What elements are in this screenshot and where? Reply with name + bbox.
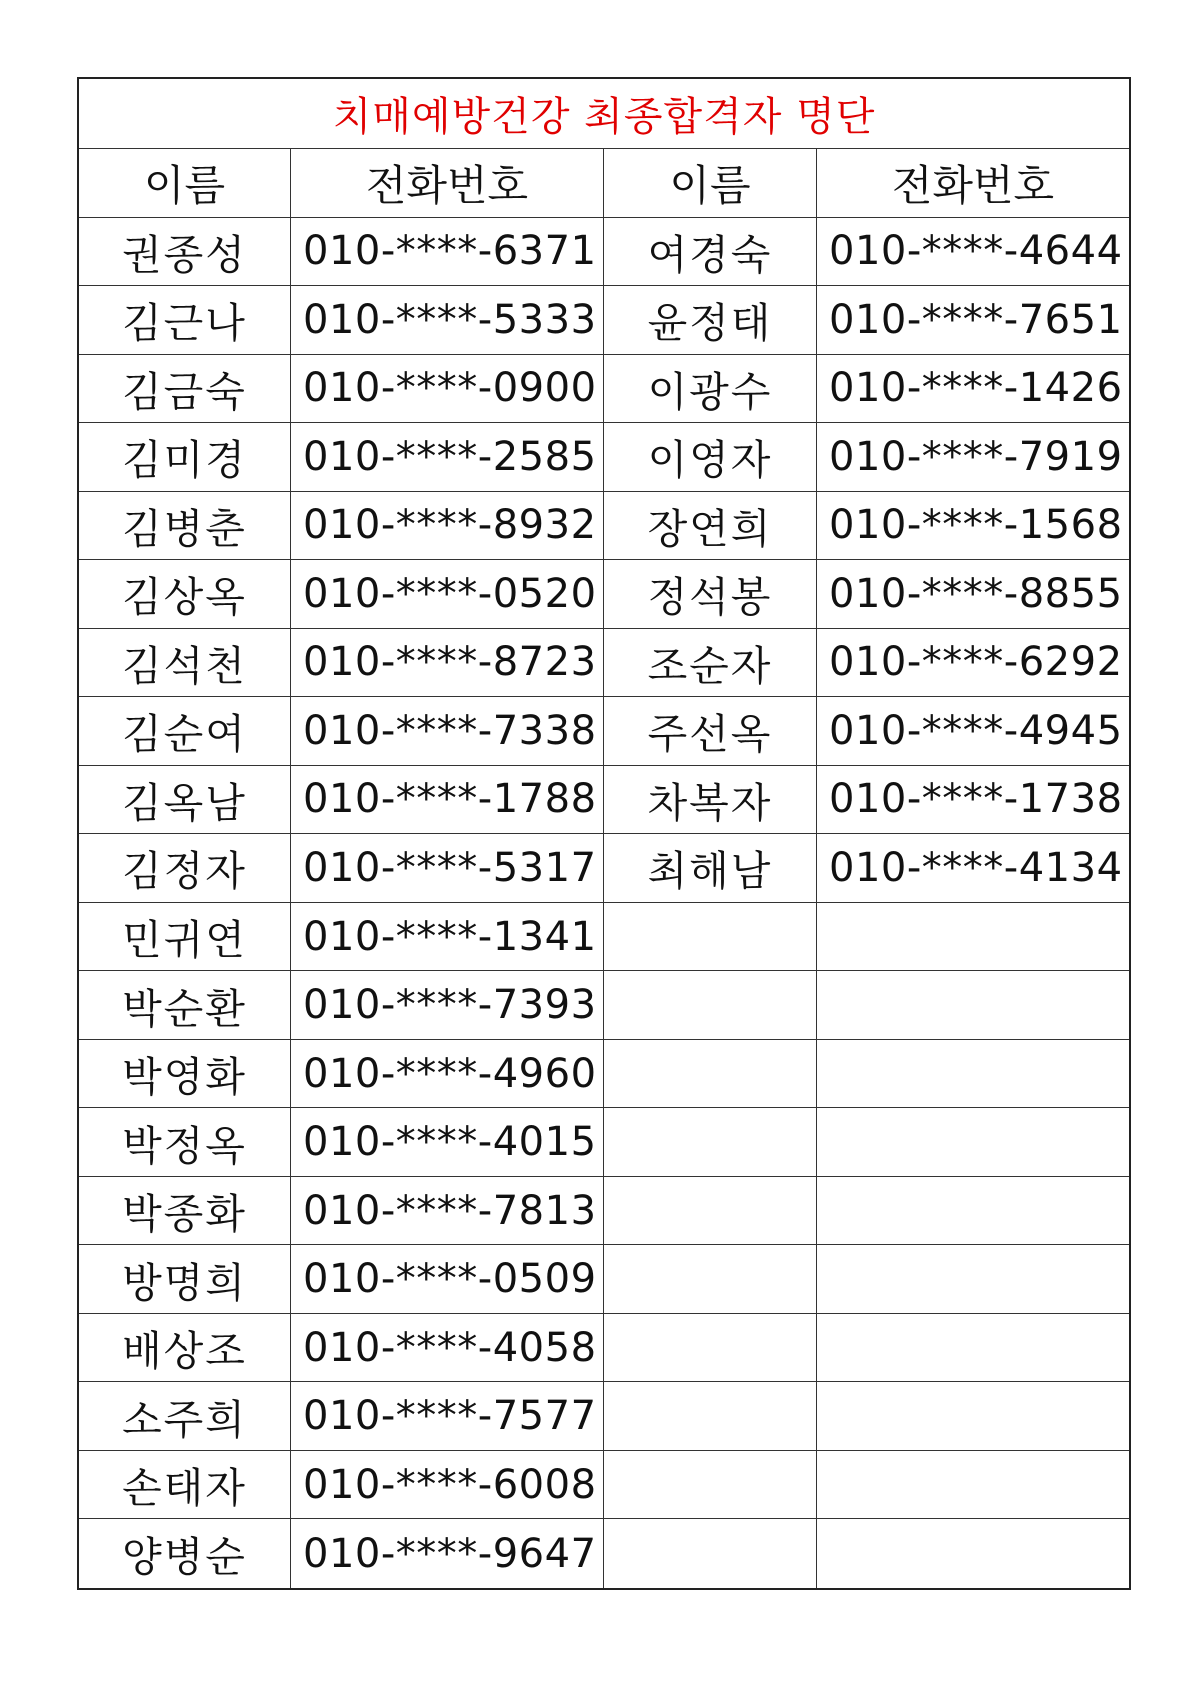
phone-cell [817,1314,1129,1383]
phone-cell [817,1382,1129,1451]
name-cell: 김상옥 [79,560,291,629]
header-phone-2: 전화번호 [817,149,1129,218]
phone-cell: 010-****-1568 [817,492,1129,561]
header-name-2: 이름 [604,149,817,218]
name-cell: 차복자 [604,766,817,835]
name-cell: 김석천 [79,629,291,698]
name-cell [604,971,817,1040]
header-name-1: 이름 [79,149,291,218]
phone-cell: 010-****-5317 [291,834,604,903]
phone-cell: 010-****-7393 [291,971,604,1040]
name-cell: 김병춘 [79,492,291,561]
name-cell: 소주희 [79,1382,291,1451]
phone-cell: 010-****-1341 [291,903,604,972]
phone-cell: 010-****-4015 [291,1108,604,1177]
name-cell [604,1108,817,1177]
phone-cell [817,1451,1129,1520]
phone-cell [817,1519,1129,1588]
roster-grid [79,149,1129,1588]
phone-cell: 010-****-4960 [291,1040,604,1109]
phone-cell: 010-****-4644 [817,218,1129,287]
name-cell [604,1519,817,1588]
name-cell [604,903,817,972]
name-cell: 박영화 [79,1040,291,1109]
phone-cell: 010-****-8932 [291,492,604,561]
phone-cell: 010-****-0509 [291,1245,604,1314]
name-cell: 김금숙 [79,355,291,424]
name-cell: 박종화 [79,1177,291,1246]
phone-cell: 010-****-1788 [291,766,604,835]
phone-cell: 010-****-9647 [291,1519,604,1588]
name-cell [604,1245,817,1314]
name-cell: 여경숙 [604,218,817,287]
name-cell: 방명희 [79,1245,291,1314]
phone-cell [817,1108,1129,1177]
phone-cell [817,1177,1129,1246]
name-cell: 정석봉 [604,560,817,629]
name-cell: 김옥남 [79,766,291,835]
phone-cell: 010-****-7813 [291,1177,604,1246]
name-cell: 박순환 [79,971,291,1040]
phone-cell: 010-****-4134 [817,834,1129,903]
phone-cell: 010-****-6292 [817,629,1129,698]
phone-cell: 010-****-1426 [817,355,1129,424]
name-cell: 최해남 [604,834,817,903]
name-cell [604,1040,817,1109]
phone-cell: 010-****-7919 [817,423,1129,492]
phone-cell [817,903,1129,972]
roster-table [77,77,1131,1590]
name-cell: 민귀연 [79,903,291,972]
phone-cell: 010-****-7651 [817,286,1129,355]
phone-cell: 010-****-1738 [817,766,1129,835]
header-phone-1: 전화번호 [291,149,604,218]
phone-cell: 010-****-4058 [291,1314,604,1383]
phone-cell: 010-****-6008 [291,1451,604,1520]
phone-cell [817,1040,1129,1109]
name-cell: 배상조 [79,1314,291,1383]
name-cell: 윤정태 [604,286,817,355]
name-cell [604,1382,817,1451]
name-cell [604,1177,817,1246]
name-cell: 조순자 [604,629,817,698]
name-cell [604,1451,817,1520]
name-cell: 김순여 [79,697,291,766]
phone-cell: 010-****-8855 [817,560,1129,629]
phone-cell: 010-****-2585 [291,423,604,492]
name-cell: 박정옥 [79,1108,291,1177]
phone-cell [817,1245,1129,1314]
name-cell [604,1314,817,1383]
phone-cell: 010-****-7577 [291,1382,604,1451]
phone-cell: 010-****-6371 [291,218,604,287]
phone-cell: 010-****-0900 [291,355,604,424]
name-cell: 권종성 [79,218,291,287]
phone-cell: 010-****-5333 [291,286,604,355]
name-cell: 이광수 [604,355,817,424]
name-cell: 주선옥 [604,697,817,766]
name-cell: 이영자 [604,423,817,492]
name-cell: 양병순 [79,1519,291,1588]
name-cell: 손태자 [79,1451,291,1520]
name-cell: 김근나 [79,286,291,355]
name-cell: 장연희 [604,492,817,561]
phone-cell: 010-****-7338 [291,697,604,766]
table-title: 치매예방건강 최종합격자 명단 [79,79,1129,149]
name-cell: 김미경 [79,423,291,492]
phone-cell: 010-****-8723 [291,629,604,698]
phone-cell [817,971,1129,1040]
phone-cell: 010-****-4945 [817,697,1129,766]
name-cell: 김정자 [79,834,291,903]
phone-cell: 010-****-0520 [291,560,604,629]
